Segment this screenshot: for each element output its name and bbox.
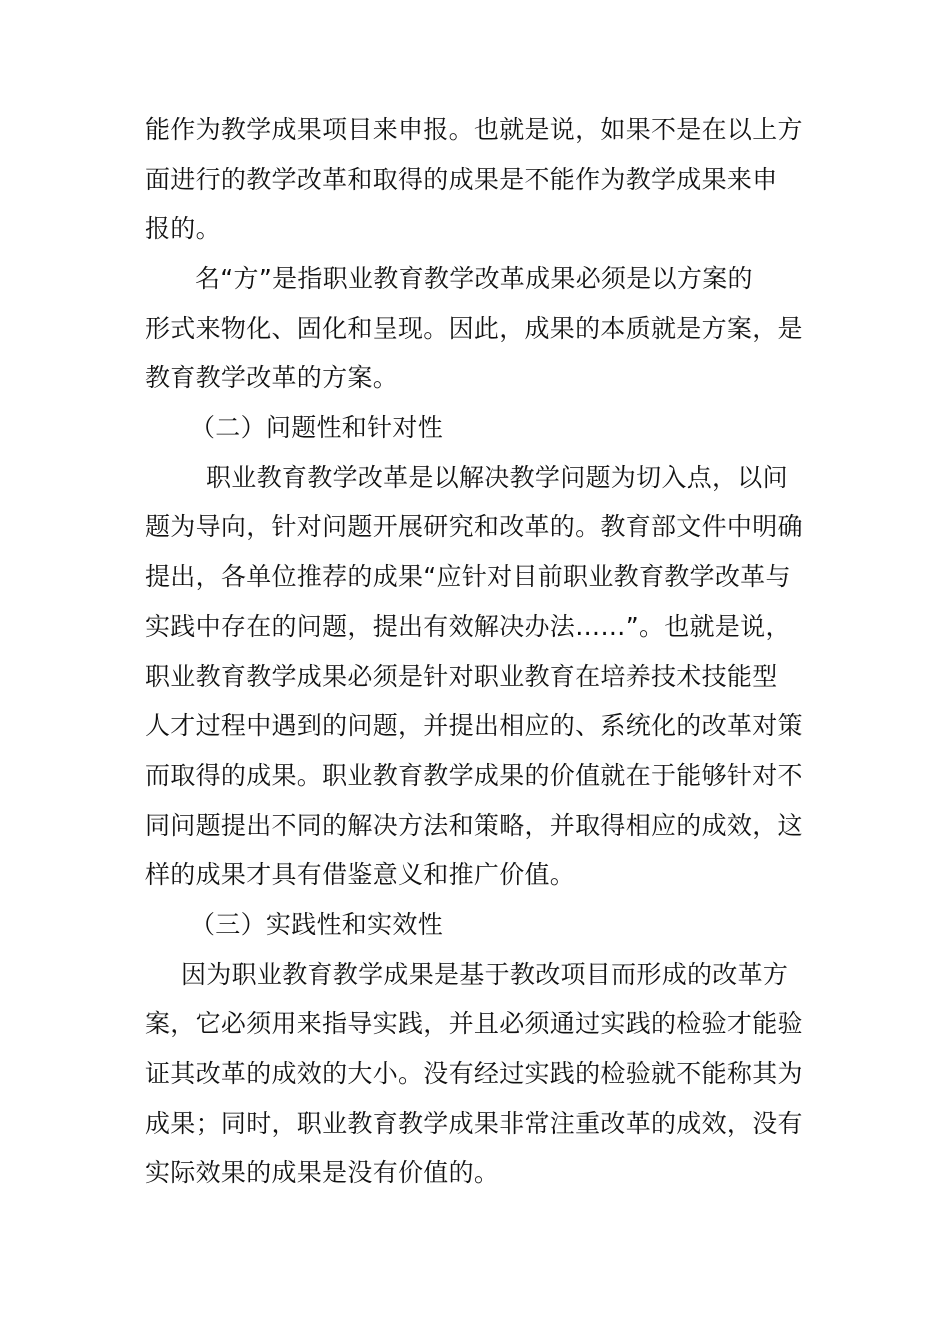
text-line: 题为导向，针对问题开展研究和改革的。教育部文件中明确 (145, 512, 803, 541)
text-line: 报的。 (145, 214, 221, 243)
text-line: 实践中存在的问题，提出有效解决办法……”。也就是说， (145, 612, 791, 641)
text-line: 形式来物化、固化和呈现。因此，成果的本质就是方案，是 (145, 314, 803, 343)
text-line: 而取得的成果。职业教育教学成果的价值就在于能够针对不 (145, 761, 803, 790)
text-line: 实际效果的成果是没有价值的。 (145, 1158, 500, 1187)
text-line: 成果；同时，职业教育教学成果非常注重改革的成效，没有 (145, 1109, 803, 1138)
text-line: 证其改革的成效的大小。没有经过实践的检验就不能称其为 (145, 1059, 803, 1088)
paragraph-first-line: 名“方”是指职业教育教学改革成果必须是以方案的 (195, 264, 753, 293)
text-line: 人才过程中遇到的问题，并提出相应的、系统化的改革对策 (145, 711, 803, 740)
text-line: 能作为教学成果项目来申报。也就是说，如果不是在以上方 (145, 115, 803, 144)
paragraph-first-line: 因为职业教育教学成果是基于教改项目而形成的改革方 (181, 960, 789, 989)
text-line: 提出，各单位推荐的成果“应针对目前职业教育教学改革与 (145, 562, 791, 591)
text-line: 样的成果才具有借鉴意义和推广价值。 (145, 860, 576, 889)
text-line: 同问题提出不同的解决方法和策略，并取得相应的成效，这 (145, 811, 803, 840)
paragraph-first-line: 职业教育教学改革是以解决教学问题为切入点，以问 (206, 463, 788, 492)
text-line: 教育教学改革的方案。 (145, 363, 399, 392)
section-heading-3: （三）实践性和实效性 (190, 910, 444, 939)
text-line: 职业教育教学成果必须是针对职业教育在培养技术技能型 (145, 662, 778, 691)
text-line: 面进行的教学改革和取得的成果是不能作为教学成果来申 (145, 165, 778, 194)
section-heading-2: （二）问题性和针对性 (190, 413, 444, 442)
text-line: 案，它必须用来指导实践，并且必须通过实践的检验才能验 (145, 1009, 803, 1038)
